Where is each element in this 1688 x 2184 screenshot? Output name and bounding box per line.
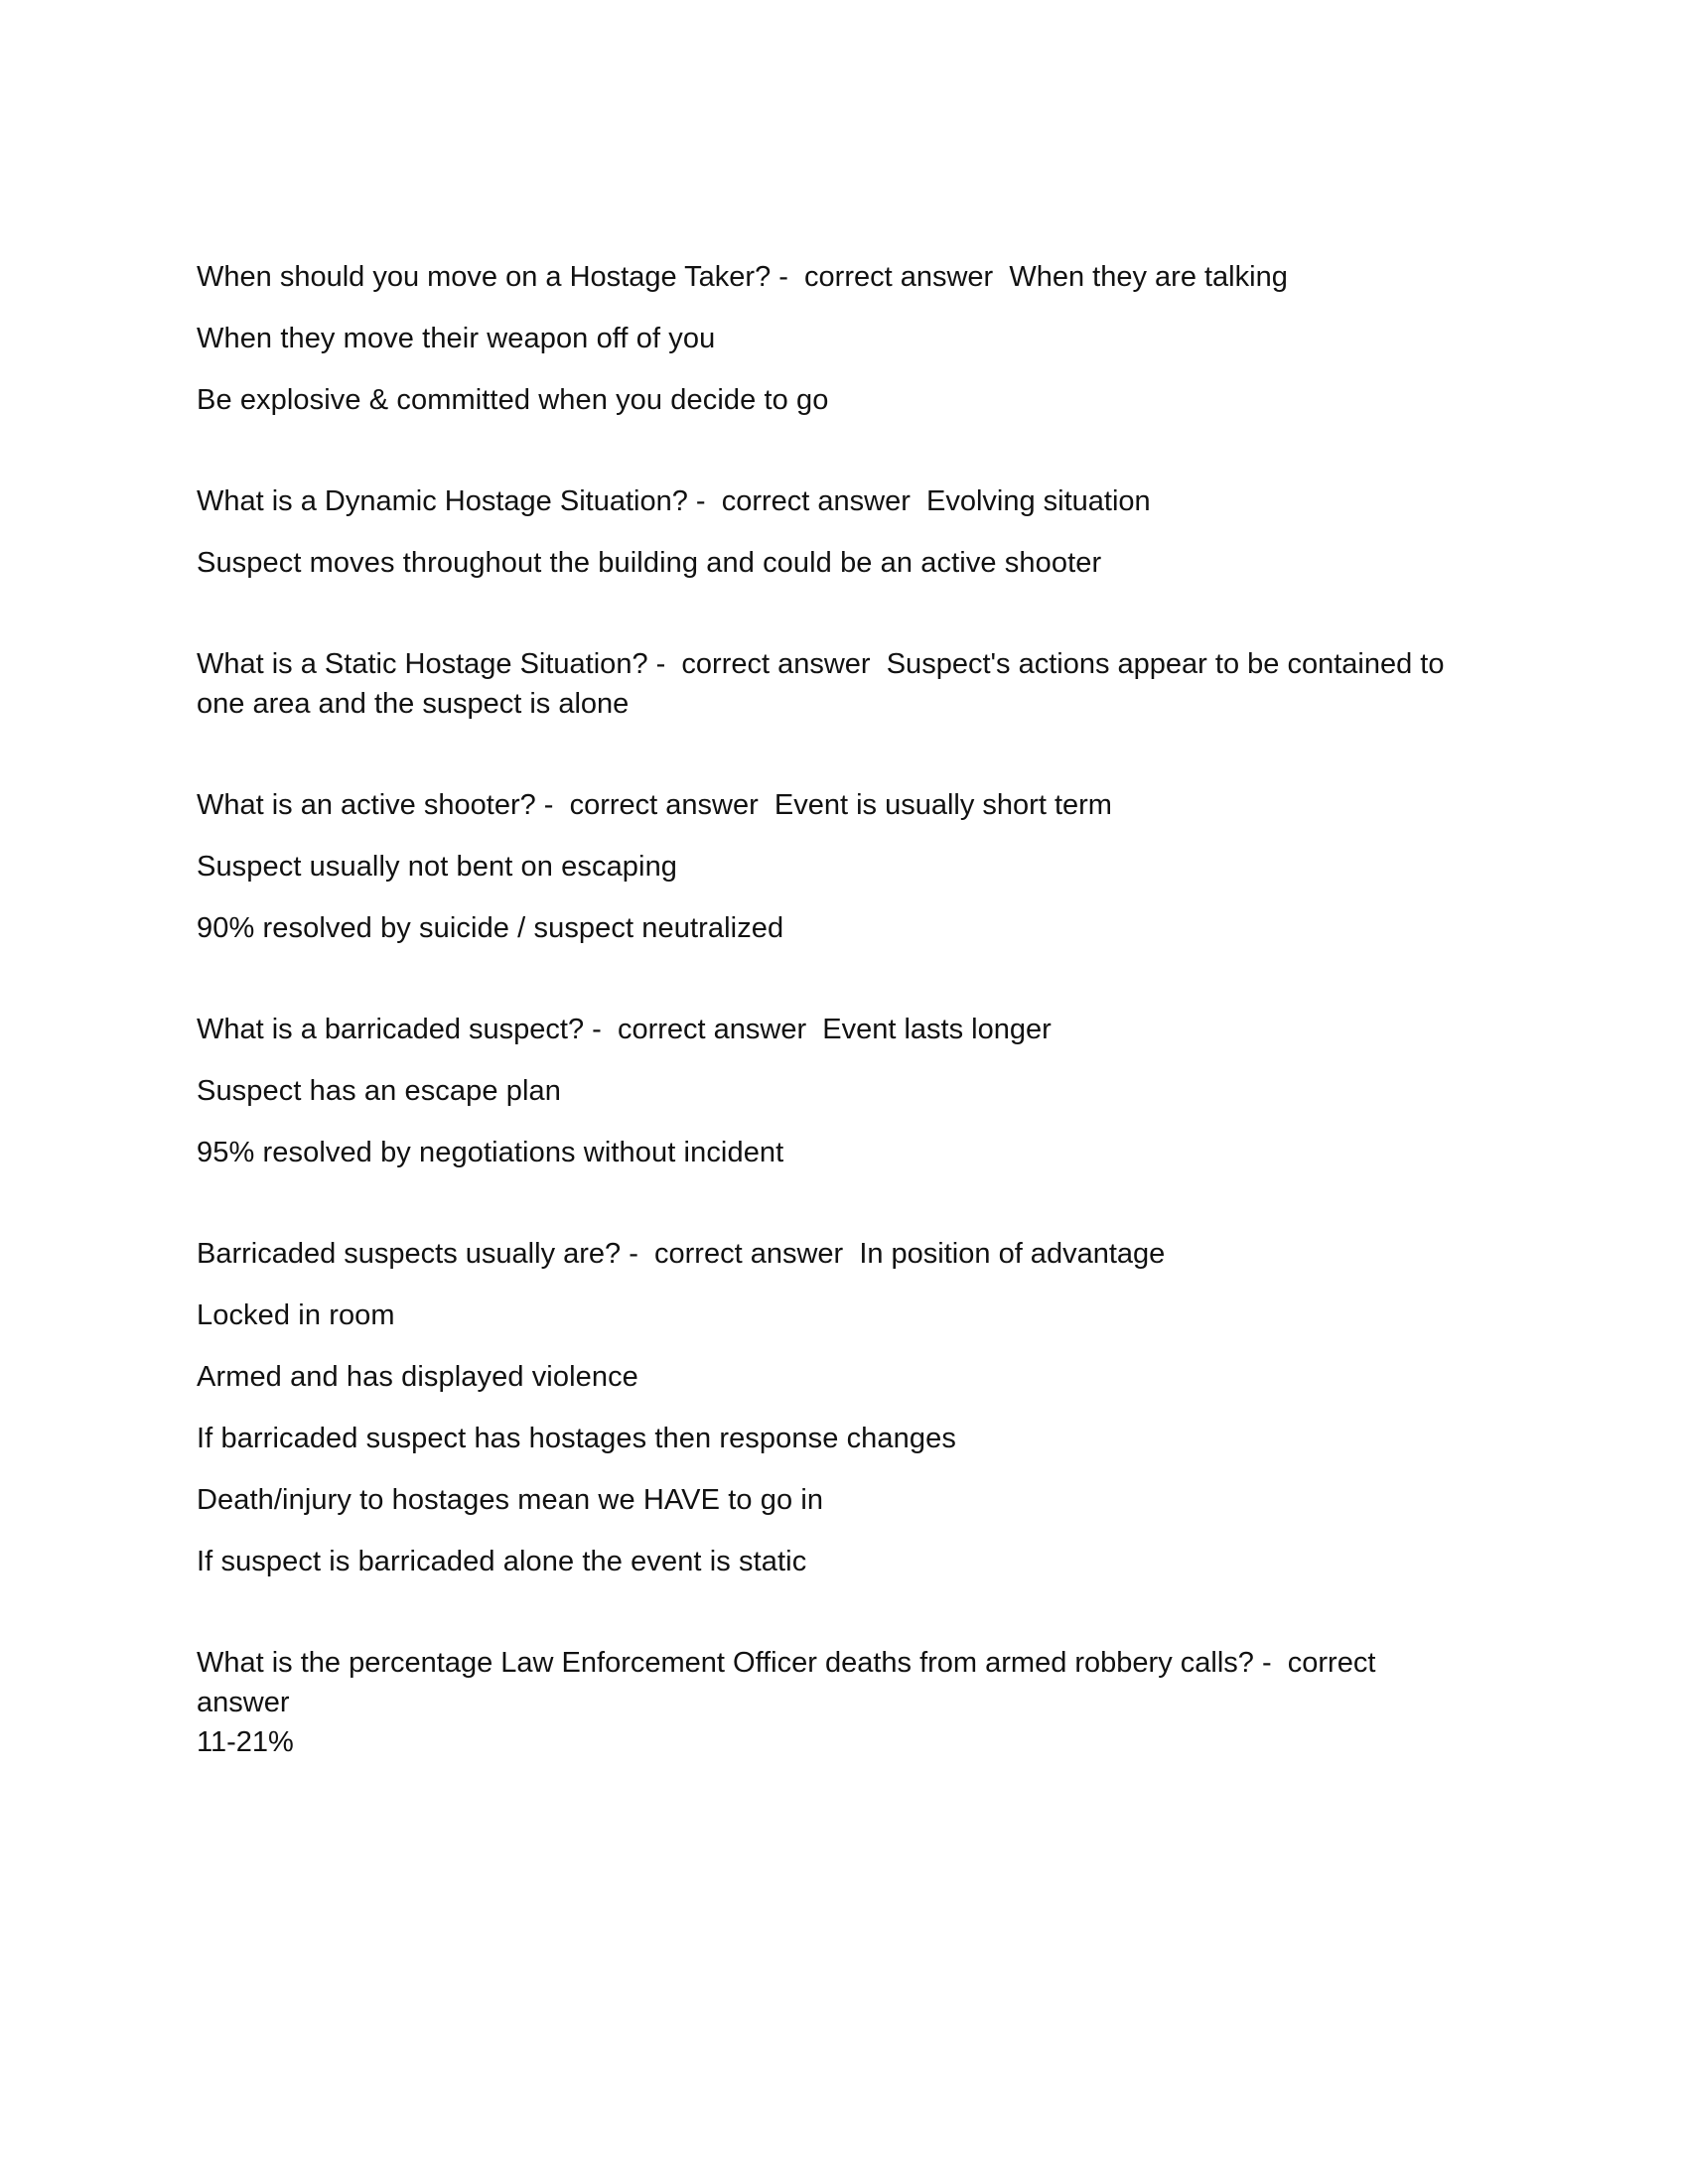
answer-text: 11-21% xyxy=(197,1726,294,1758)
answer-label: correct answer xyxy=(654,1238,844,1270)
question-text: What is the percentage Law Enforcement Officer deaths from armed robbery calls? xyxy=(197,1647,1254,1679)
separator: - xyxy=(535,789,570,821)
answer-line: If barricaded suspect has hostages then response changes xyxy=(197,1423,956,1454)
separator: - xyxy=(647,648,682,680)
question-line xyxy=(197,257,1487,297)
question-text: When should you move on a Hostage Taker? xyxy=(197,261,772,293)
answer-line: 95% resolved by negotiations without incident xyxy=(197,1137,784,1168)
question-text: Barricaded suspects usually are? xyxy=(197,1238,622,1270)
answer-label: correct answer xyxy=(569,789,759,821)
answer-line: Suspect has an escape plan xyxy=(197,1075,561,1107)
question-line xyxy=(197,785,1487,825)
qa-entry xyxy=(197,1234,1487,1581)
answer-text: Evolving situation xyxy=(925,485,1151,517)
answer-line: Suspect usually not bent on escaping xyxy=(197,851,678,883)
answer-text: When they are talking xyxy=(1009,261,1288,293)
question-line xyxy=(197,1010,1487,1049)
question-line xyxy=(197,481,1487,521)
answer-line: If suspect is barricaded alone the event is static xyxy=(197,1546,807,1577)
separator: - xyxy=(584,1014,618,1045)
answer-label: correct answer xyxy=(617,1014,807,1045)
answer-line: Be explosive & committed when you decide to go xyxy=(197,384,829,416)
qa-entry xyxy=(197,257,1487,420)
answer-text: Suspect's actions appear to be contained to one area and the suspect is alone xyxy=(197,648,1445,720)
answer-label: correct answer xyxy=(721,485,911,517)
qa-list xyxy=(197,257,1487,1824)
answer-line: Armed and has displayed violence xyxy=(197,1361,638,1393)
qa-entry xyxy=(197,644,1487,724)
question-line xyxy=(197,1643,1448,1762)
answer-label: correct answer xyxy=(197,1647,1376,1718)
question-text: What is a Dynamic Hostage Situation? xyxy=(197,485,688,517)
qa-entry xyxy=(197,1643,1487,1762)
answer-line: Locked in room xyxy=(197,1299,395,1331)
answer-label: correct answer xyxy=(804,261,994,293)
qa-entry xyxy=(197,785,1487,948)
question-line xyxy=(197,1234,1487,1274)
qa-entry xyxy=(197,481,1487,583)
answer-line: Suspect moves throughout the building and could be an active shooter xyxy=(197,547,1102,579)
answer-label: correct answer xyxy=(681,648,871,680)
answer-text: In position of advantage xyxy=(859,1238,1166,1270)
answer-line: When they move their weapon off of you xyxy=(197,323,716,354)
question-text: What is an active shooter? xyxy=(197,789,536,821)
answer-line: Death/injury to hostages mean we HAVE to go in xyxy=(197,1484,824,1516)
separator: - xyxy=(771,261,805,293)
question-text: What is a barricaded suspect? xyxy=(197,1014,585,1045)
question-line xyxy=(197,644,1448,724)
answer-line: 90% resolved by suicide / suspect neutralized xyxy=(197,912,784,944)
answer-text: Event lasts longer xyxy=(822,1014,1052,1045)
separator: - xyxy=(1253,1647,1288,1679)
qa-entry xyxy=(197,1010,1487,1172)
separator: - xyxy=(621,1238,655,1270)
question-text: What is a Static Hostage Situation? xyxy=(197,648,648,680)
answer-text: Event is usually short term xyxy=(774,789,1112,821)
separator: - xyxy=(687,485,722,517)
